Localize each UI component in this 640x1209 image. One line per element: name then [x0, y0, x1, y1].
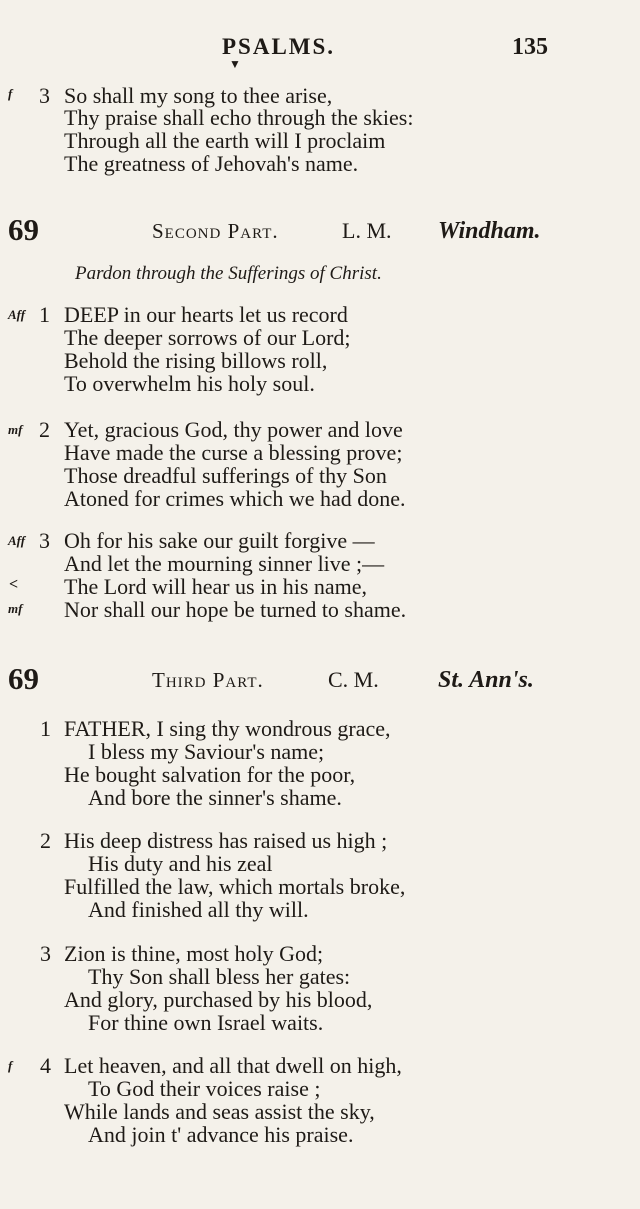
verse-line: To overwhelm his holy soul. — [64, 371, 315, 396]
verse-line: Behold the rising billows roll, — [64, 348, 328, 373]
crescendo-mark: < — [9, 576, 19, 593]
tune-name: Windham. — [438, 218, 541, 244]
verse-line: And finished all thy will. — [88, 897, 309, 922]
stanza-number: 4 — [40, 1053, 51, 1078]
verse-line: And let the mourning sinner live ;— — [64, 551, 385, 576]
verse-line: While lands and seas assist the sky, — [64, 1099, 375, 1124]
verse-line: The Lord will hear us in his name, — [64, 574, 368, 599]
hymn-meter: C. M. — [328, 667, 379, 692]
verse-line: And join t' advance his praise. — [88, 1122, 354, 1147]
hymn-subtitle: Pardon through the Sufferings of Christ. — [75, 263, 382, 284]
page-number: 135 — [512, 34, 548, 60]
verse-line: Zion is thine, most holy God; — [64, 941, 324, 966]
verse-line: Thy Son shall bless her gates: — [88, 964, 351, 989]
stanza-number: 2 — [39, 417, 50, 442]
verse-line: DEEP in our hearts let us record — [64, 302, 348, 327]
hymn-number: 69 — [8, 661, 39, 696]
verse-line: I bless my Saviour's name; — [88, 739, 325, 764]
hymn-part: Third Part. — [152, 668, 264, 692]
running-head — [0, 34, 640, 71]
verse-line: So shall my song to thee arise, — [64, 83, 333, 108]
verse-line: Nor shall our hope be turned to shame. — [64, 597, 407, 622]
dynamic-mark: mf — [8, 422, 23, 437]
stanza-number: 1 — [39, 302, 50, 327]
dynamic-mark: Aff — [8, 307, 26, 322]
hymn-part: Second Part. — [152, 219, 279, 243]
verse-line: Yet, gracious God, thy power and love — [64, 417, 403, 442]
stanza-number: 1 — [40, 716, 51, 741]
verse-line: For thine own Israel waits. — [88, 1010, 324, 1035]
verse-line: To God their voices raise ; — [88, 1076, 321, 1101]
verse-line: Fulfilled the law, which mortals broke, — [64, 874, 406, 899]
running-head-title: PSALMS. — [222, 34, 336, 59]
verse-line: Let heaven, and all that dwell on high, — [64, 1053, 402, 1078]
verse-line: He bought salvation for the poor, — [64, 762, 356, 787]
verse-line: Those dreadful sufferings of thy Son — [64, 463, 387, 488]
verse-line: His deep distress has raised us high ; — [64, 828, 388, 853]
dynamic-mark: Aff — [8, 533, 26, 548]
verse-line: Oh for his sake our guilt forgive — — [64, 528, 375, 553]
ornament-icon: ▼ — [229, 57, 241, 71]
verse-line: Have made the curse a blessing prove; — [64, 440, 403, 465]
dynamic-mark: f — [8, 86, 13, 101]
dynamic-mark: mf — [8, 601, 23, 616]
verse-line: His duty and his zeal — [88, 851, 273, 876]
verse-line: The greatness of Jehovah's name. — [64, 151, 359, 176]
stanza-number: 3 — [39, 83, 50, 108]
stanza-number: 3 — [40, 941, 51, 966]
stanza-number: 3 — [39, 528, 50, 553]
dynamic-mark: f — [8, 1058, 13, 1073]
verse-line: FATHER, I sing thy wondrous grace, — [64, 716, 391, 741]
verse-line: Thy praise shall echo through the skies: — [64, 105, 414, 130]
verse-line: And bore the sinner's shame. — [88, 785, 342, 810]
stanza-number: 2 — [40, 828, 51, 853]
verse-line: The deeper sorrows of our Lord; — [64, 325, 351, 350]
hymn-meter: L. M. — [342, 218, 392, 243]
verse-line: And glory, purchased by his blood, — [64, 987, 373, 1012]
verse-line: Through all the earth will I proclaim — [64, 128, 386, 153]
verse-line: Atoned for crimes which we had done. — [64, 486, 406, 511]
hymn-number: 69 — [8, 212, 39, 247]
tune-name: St. Ann's. — [438, 667, 534, 693]
